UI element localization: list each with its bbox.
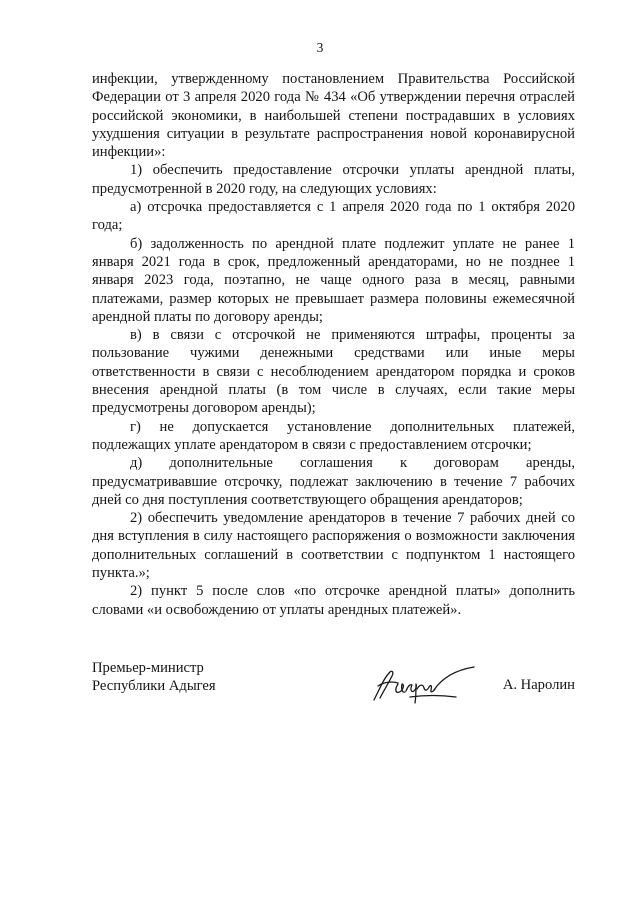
paragraph-subitem-v: в) в связи с отсрочкой не применяются штрафы, проценты за пользование чужими денежными средствами или иные меры ответственности в связи с несоблюдением арендатором порядка и сроков внесения арендной платы (в том числе в случаях, если такие меры предусмотрены договором аренды); (92, 327, 575, 417)
paragraph-item-2: 2) обеспечить уведомление арендаторов в течение 7 рабочих дней со дня вступления в силу настоящего распоряжения о возможности заключения дополнительных соглашений в соответствии с подпунктом 1 настоящего пункта.»; (92, 510, 575, 582)
paragraph-item-1: 1) обеспечить предоставление отсрочки уплаты арендной платы, предусмотренной в 2020 году, на следующих условиях: (92, 162, 575, 197)
paragraph-continuation: инфекции, утвержденному постановлением Правительства Российской Федерации от 3 апреля 2020 года № 434 «Об утверждении перечня отраслей российской экономики, в наибольшей степени пострадавших в условиях ухудшения ситуации в результате распространения новой коронавирусной инфекции»: (92, 71, 575, 161)
paragraph-subitem-a: а) отсрочка предоставляется с 1 апреля 2020 года по 1 октября 2020 года; (92, 199, 575, 234)
signature-block (92, 659, 575, 719)
signer-region: Республики Адыгея (92, 678, 216, 695)
signer-position: Премьер-министр (92, 660, 204, 676)
paragraph-subitem-g: г) не допускается установление дополнительных платежей, подлежащих уплате арендатором в связи с предоставлением отсрочки; (92, 418, 575, 453)
handwritten-signature (370, 664, 480, 706)
paragraph-subitem-b: б) задолженность по арендной плате подлежит уплате не ранее 1 января 2021 года в срок, предложенный арендаторами, но не позднее 1 января 2023 года, поэтапно, не чаще одного раза в месяц, равными платежами, размер которых не превышает размера половины ежемесячной арендной платы по договору аренды; (92, 235, 575, 325)
document-body (92, 70, 575, 619)
paragraph-item-2-addition: 2) пункт 5 после слов «по отсрочке арендной платы» дополнить словами «и освобождению от уплаты арендных платежей». (92, 583, 575, 618)
page-number: 3 (316, 40, 324, 55)
signer-title (92, 659, 216, 696)
signer-name: А. Наролин (502, 677, 575, 693)
paragraph-subitem-d: д) дополнительные соглашения к договорам аренды, предусматривавшие отсрочку, подлежат заключению в течение 7 рабочих дней со дня поступления соответствующего обращения арендаторов; (92, 455, 575, 508)
